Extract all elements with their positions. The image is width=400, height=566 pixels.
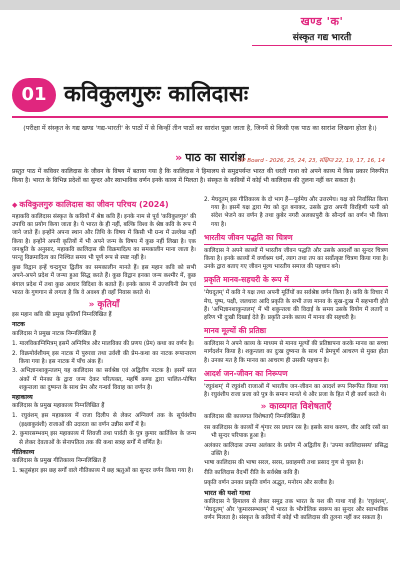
right-column — [204, 196, 388, 525]
bharat-paragraph: कालिदास ने अपने काव्यों में भारतीय जीवन पद्धति और उसके आदर्शों का सुन्दर चित्रण किया है। इनके काव्यों में वर्णाश्रम धर्म, त्याग तथा तप का सर्वोत्कृष्ट चित्रण किया गया है। उनके द्वारा बताए गए जीवन मूल्य भारतीय समाज की पहचान बने। — [204, 247, 388, 271]
maanav-heading: मानव मूल्यों की प्रतिष्ठा — [204, 326, 388, 338]
mahakavya-heading: महाकाव्य — [12, 394, 33, 402]
list-item: 1. मालविकाग्निमित्रम् इसमें अग्निमित्र और मालविका की प्रणय (प्रेम) कथा का वर्णन है। — [12, 340, 194, 347]
exam-years-note: UP Board - 2026, 25, 24, 23, संक्षिप्त 22, 19, 17, 16, 14 — [238, 158, 385, 164]
intro-note: (परीक्षा में संस्कृत के गद्य खण्ड 'गद्य-भारती' के पाठों में से किन्हीं तीन पाठों का सारांश पूछा जाता है, जिनमें से किसी एक पाठ का सारांश लिखना होता है।) — [23, 124, 377, 132]
chapter-header — [12, 78, 388, 112]
visheshta-heading — [204, 403, 388, 411]
natak-heading: नाटक — [12, 321, 25, 329]
section-khand: खण्ड 'क' — [300, 15, 344, 28]
life-year: (2024) — [139, 200, 169, 209]
list-item: 2. कुमारसम्भवम् इस महाकाव्य में शिवजी तथा पार्वती के पुत्र कुमार कार्तिकेय के जन्म से लेकर देवताओं के सेनापतित्व तक की कथा सत्रह सर्गों में वर्णित है। — [12, 431, 196, 446]
life-heading — [12, 199, 196, 211]
visheshta-heading-text: काव्यगत विशेषताएँ — [269, 402, 332, 413]
section-subject: संस्कृत गद्य भारती — [252, 30, 392, 46]
prakriti-heading: प्रकृति मानव-सहचरी के रूप में — [204, 275, 388, 287]
list-item: 1. रघुवंशम् इस महाकाव्य में राजा दिलीप से लेकर अग्निवर्ण तक के सूर्यवंशीय (इक्ष्वाकुवंशी) राजाओं की उदारता का वर्णन उन्नीस सर्गों में है। — [12, 413, 196, 428]
works-heading-text: कृतियाँ — [97, 300, 120, 311]
list-item: प्रकृति वर्णन उनका प्रकृति वर्णन अद्भुत, मनोरम और सजीव है। — [204, 479, 334, 486]
double-arrow-icon: » — [260, 402, 267, 413]
mahakavya-intro: कालिदास के प्रमुख महाकाव्य निम्नलिखित हैं — [12, 403, 105, 410]
lead-paragraph: प्रस्तुत पाठ में कविवर कालिदास के जीवन के विषय में बताया गया है कि कालिदास ने हिमालय से समुद्रपर्यन्त भारत की धरती गाथा को अपने काव्य में किस प्रकार निरूपित किया है। भारत के विभिन्न प्रदेशों का सुन्दर और स्वाभाविक वर्णन इनके काव्य में मिलता है। संस्कृत के कवियों में कोई भी कालिदास की तुलना नहीं कर सकता है। — [12, 168, 388, 184]
list-item: 1. ऋतुसंहार इस छह सर्गों वाले गीतिकाव्य में छह ऋतुओं का सुन्दर वर्णन किया गया है। — [12, 468, 194, 475]
list-item: रस कालिदास के काव्यों में शृंगार रस प्रधान रस है। इसके साथ करुण, वीर आदि रसों का भी सुन्दर परिपाक हुआ है। — [204, 424, 388, 439]
list-item: भाषा कालिदास की भाषा सरल, सरस, प्रवाहमयी तथा प्रसाद गुण से युक्त है। — [204, 460, 364, 467]
visheshta-intro: कालिदास की काव्यगत विशेषताएँ निम्नलिखित हैं — [204, 414, 305, 421]
double-arrow-icon: » — [88, 300, 95, 311]
bharat-heading: भारतीय जीवन पद्धति का चित्रण — [204, 233, 388, 245]
chapter-divider — [12, 116, 388, 118]
list-item: 3. अभिज्ञानशाकुन्तलम् यह कालिदास का सर्वश्रेष्ठ एवं अद्वितीय नाटक है। इसमें सात अंकों में मेनका के द्वारा जन्म देकर परित्यक्त, महर्षि कण्व द्वारा पालित-पोषित शकुन्तला का दुष्यन्त के साथ प्रेम और गन्धर्व विवाह का वर्णन है। — [12, 368, 196, 391]
maanav-paragraph: कालिदास ने अपने काव्य के माध्यम से मानव मूल्यों की प्रतिष्ठापना करके मानव का सच्चा मार्गदर्शन किया है। शकुन्तला का दुःख दुष्यन्त के साथ में प्रेमपूर्ण आचरण से मुक्त होता है। उनका मत है कि मानव का आचरण ही उसकी पहचान है। — [204, 341, 388, 364]
top-ribbon — [0, 0, 400, 10]
list-item: 2. विक्रमोर्वशीयम् इस नाटक में पुरुरवा तथा उर्वशी की प्रेम-कथा का नाटक रूपान्तरण किया गया है। इस नाटक में पाँच अंक हैं। — [12, 350, 196, 365]
geet-intro: कालिदास के प्रमुख गीतिकाव्य निम्नलिखित हैं — [12, 457, 106, 464]
life-heading-text: कविकुलगुरु कालिदास का जीवन परिचय — [19, 200, 137, 209]
gatha-heading: भारत की यशो गाथा — [204, 489, 251, 498]
section-tag — [252, 14, 392, 46]
left-column — [12, 196, 196, 477]
works-intro: इस महान कवि की प्रमुख कृतियाँ निम्नलिखित हैं — [12, 312, 112, 319]
life-paragraph-1: महाकवि कालिदास संस्कृत के कवियों में श्रेष्ठ कवि हैं। इनके नाम से पूर्व 'कविकुलगुरु' की उपाधि का प्रयोग किया जाता है। ये भारत के ही नहीं, बल्कि विश्व के श्रेष्ठ कवि के रूप में जाने जाते हैं। इन्होंने अपना स्थान और तिथि के विषय में किसी भी ग्रन्थ में उल्लेख नहीं किया है। इन्होंने अपनी कृतियों में भी अपने जन्म के विषय में कुछ नहीं लिखा है। एक जनश्रुति के अनुसार, महाकवि कालिदास की विक्रमादित्य का समकालीन माना जाता है। परन्तु विक्रमादित्य का निश्चित समय भी पूर्ण रूप से स्पष्ट नहीं है। — [12, 214, 196, 262]
aadarsh-heading: आदर्श जन-जीवन का निरूपण — [204, 369, 388, 381]
works-heading — [12, 301, 196, 309]
aadarsh-paragraph: 'रघुवंशम्' में रघुवंशी राजाओं में भारतीय जन-जीवन का आदर्श रूप निरूपित किया गया है। रघुवंशीय राजा प्रजा को पुत्र के समान मानते थे और प्रजा के हित में ही कार्य करते थे। — [204, 383, 388, 399]
life-paragraph-2: कुछ विद्वान इन्हें चन्द्रगुप्त द्वितीय का समकालीन मानते हैं। इस महान कवि को सभी अपने-अपने प्रदेश में जन्मा हुआ सिद्ध करते हैं। कुछ विद्वान इनका जन्म कश्मीर में, कुछ बंगाल प्रदेश में तथा कुछ आधार विदिशा के बताते हैं। इनके काव्य में उज्जयिनी प्रेम एवं भारत के गुणगान से लगता है कि वे अवश्य ही वहाँ निवास करते थे। — [12, 265, 196, 296]
prakriti-paragraph: 'मेघदूतम्' में कवि ने यक्ष तथा अपनी मूर्तियों का सर्वश्रेष्ठ वर्णन किया है। कवि के विचार में मेघ, पुष्प, पक्षी, जलधारा आदि प्रकृति के सभी तत्त्व मानव के सुख-दुःख में सहभागी होते हैं। 'अभिज्ञानशाकुन्तलम्' में भी शकुन्तला की विदाई के समय उसके वियोग में लताएँ व हरिण भी दुःखी दिखाई देते हैं। प्रकृति उनके काव्य में मानव की सहचरी है। — [204, 290, 388, 322]
chapter-title: कविकुलगुरुः कालिदासः — [64, 82, 249, 107]
list-item: अलंकार कालिदास उपमा अलंकार के प्रयोग में अद्वितीय हैं। 'उपमा कालिदासस्य' प्रसिद्ध उक्ति है। — [204, 442, 388, 457]
list-item: रीति कालिदास वैदर्भी रीति के सर्वश्रेष्ठ कवि हैं। — [204, 470, 300, 477]
summary-heading-text: पाठ का सारांश — [185, 151, 245, 164]
geet-heading: गीतिकाव्य — [12, 448, 35, 456]
natak-intro: कालिदास ने प्रमुख नाटक निम्नलिखित हैं — [12, 330, 96, 337]
gatha-paragraph: कालिदास ने हिमालय से लेकर समुद्र तक भारत के यश की गाथा गाई है। 'रघुवंशम्', 'मेघदूतम्' और 'कुमारसम्भवम्' में भारत के भौगोलिक स्वरूप का सुन्दर और स्वाभाविक वर्णन मिलता है। संस्कृत के कवियों में कोई भी कालिदास की तुलना नहीं कर सकता है। — [204, 499, 388, 522]
chapter-number: 01 — [12, 78, 56, 112]
bullet-icon: ◆ — [12, 201, 18, 209]
meghdoot-item: 2. मेघदूतम् इस गीतिकाव्य के दो भाग हैं—पूर्वमेघ और उत्तरमेघ। यक्ष को निर्वासित किया गया है। इसमें यक्ष द्वारा मेघ को दूत बनाकर, उसके द्वारा अपनी विरहिणी पत्नी को संदेश भेजने का वर्णन है तथा कुबेर नगरी अलकापुरी के सौन्दर्य का वर्णन भी किया गया है। — [204, 197, 388, 228]
double-arrow-icon: » — [175, 151, 183, 164]
